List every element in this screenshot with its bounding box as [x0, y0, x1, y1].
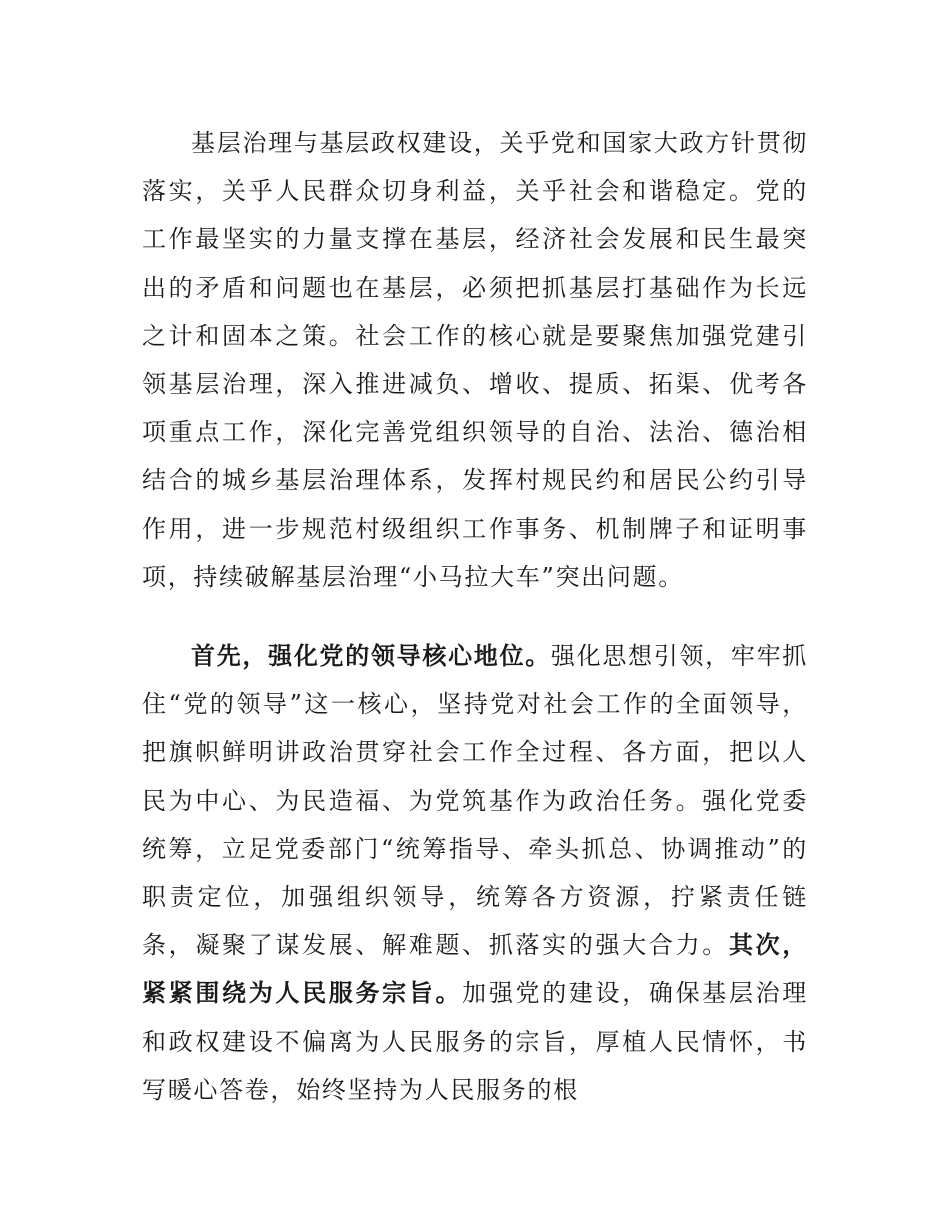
section-heading-first: 首先，强化党的领导核心地位。 — [191, 642, 551, 670]
section-heading-second: 其次，紧紧围绕为人民服务宗旨。 — [142, 931, 808, 1008]
body-paragraph-intro: 基层治理与基层政权建设，关乎党和国家大政方针贯彻落实，关乎人民群众切身利益，关乎社会和谐稳定。党的工作最坚实的力量支撑在基层，经济社会发展和民生最突出的矛盾和问题也在基层，必须把抓基层打基础作为长远之计和固本之策。社会工作的核心就是要聚焦加强党建引领基层治理，深入推进减负、增收、提质、拓渠、优考各项重点工作，深化完善党组织领导的自治、法治、德治相结合的城乡基层治理体系，发挥村规民约和居民公约引导作用，进一步规范村级组织工作事务、机制牌子和证明事项，持续破解基层治理“小马拉大车”突出问题。 — [142, 129, 808, 591]
section-text-first: 强化思想引领，牢牢抓住“党的领导”这一核心，坚持党对社会工作的全面领导，把旗帜鲜明讲政治贯穿社会工作全过程、各方面，把以人民为中心、为民造福、为党筑基作为政治任务。强化党委统筹，立足党委部门“统筹指导、牵头抓总、协调推动”的职责定位，加强组织领导，统筹各方资源，拧紧责任链条，凝聚了谋发展、解难题、抓落实的强大合力。 — [142, 642, 808, 960]
body-paragraph-measures — [142, 632, 808, 1114]
section-text-second: 加强党的建设，确保基层治理和政权建设不偏离为人民服务的宗旨，厚植人民情怀，书写暖心答卷，始终坚持为人民服务的根 — [142, 979, 808, 1104]
